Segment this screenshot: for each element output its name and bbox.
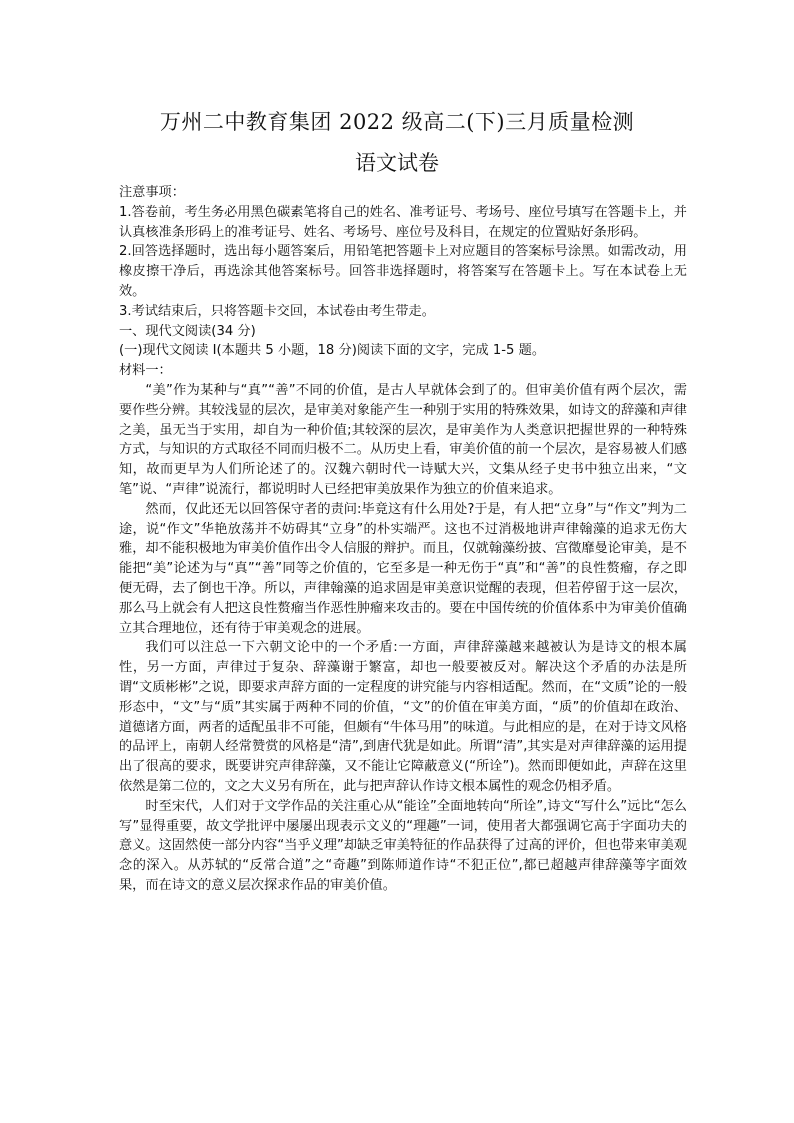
notice-item-2: 2.回答选择题时，选出每小题答案后，用铅笔把答题卡上对应题目的答案标号涂黑。如需改动，用橡皮擦干净后，再选涂其他答案标号。回答非选择题时，将答案写在答题卡上。写在本试卷上无效。	[119, 244, 687, 299]
section-subheading: (一)现代文阅读 I(本题共 5 小题，18 分)阅读下面的文字，完成 1-5 题。	[119, 343, 546, 359]
paragraph-2: 然而，仅此还无以回答保守者的责问:毕竟这有什么用处?于是，有人把“立身”与“作文”判为二途，说“作文”华艳放荡并不妨碍其“立身”的朴实端严。这也不过消极地讲声律翰藻的追求无伤大雅，却不能积极地为审美价值作出令人信服的辩护。而且，仅就翰藻纷披、宫徵靡曼论审美，是不能把“美”论述为与“真”“善”同等之价值的，它至多是一种无伤于“真”和“善”的良性赘瘤，存之即便无碍，去了倒也干净。所以，声律翰藻的追求固是审美意识觉醒的表现，但若停留于这一层次，那么马上就会有人把这良性赘瘤当作恶性肿瘤来攻击的。要在中国传统的价值体系中为审美价值确立其合理地位，还有待于审美观念的进展。	[119, 501, 687, 636]
notice-item-1: 1.答卷前，考生务必用黑色碳素笔将自己的姓名、准考证号、考场号、座位号填写在答题卡上，并认真核准条形码上的准考证号、姓名、考场号、座位号及科目，在规定的位置贴好条形码。	[119, 204, 687, 240]
notice-heading: 注意事项：	[119, 185, 185, 200]
material-label: 材料一：	[119, 363, 172, 379]
exam-content	[119, 183, 687, 896]
paragraph-4: 时至宋代，人们对于文学作品的关注重心从“能诠”全面地转向“所诠”,诗文“写什么”远比“怎么写”显得重要，故文学批评中屡屡出现表示文义的“理趣”一词，使用者大都强调它高于字面功夫的意义。这固然使一部分内容“当乎义理”却缺乏审美特征的作品获得了过高的评价，但也带来审美观念的深入。从苏轼的“反常合道”之“奇趣”到陈师道作诗“不犯正位”,都已超越声律辞藻等字面效果，而在诗文的意义层次探求作品的审美价值。	[119, 798, 687, 893]
paragraph-1: “美”作为某种与“真”“善”不同的价值，是古人早就体会到了的。但审美价值有两个层次，需要作些分辨。其较浅显的层次，是审美对象能产生一种别于实用的特殊效果，如诗文的辞藻和声律之美，虽无当于实用，却自为一种价值;其较深的层次，是审美作为人类意识把握世界的一种特殊方式，与知识的方式取径不同而归极不二。从历史上看，审美价值的前一个层次，是容易被人们感知，故而更早为人们所论述了的。汉魏六朝时代一诗赋大兴，文集从经子史书中独立出来，“文笔”说、“声律”说流行，都说明时人已经把审美放果作为独立的价值来追求。	[119, 382, 687, 497]
exam-subtitle: 语文试卷	[355, 151, 439, 175]
notice-item-3: 3.考试结束后，只将答题卡交回，本试卷由考生带走。	[119, 303, 435, 319]
section-heading: 一、现代文阅读(34 分)	[119, 323, 256, 339]
exam-title: 万州二中教育集团 2022 级高二(下)三月质量检测	[159, 110, 635, 134]
paragraph-3: 我们可以注总一下六朝文论中的一个矛盾:一方面，声律辞藻越来越被认为是诗文的根本属性，另一方面，声律过于复杂、辞藻谢于繁富，却也一般要被反对。解决这个矛盾的办法是所谓“文质彬彬”之说，即要求声辞方面的一定程度的讲究能与内容相适配。然而，在“文质”论的一般形态中，“文”与“质”其实属于两种不同的价值，“文”的价值在审美方面，“质”的价值却在政治、道德诸方面，两者的适配虽非不可能，但颇有“牛体马用”的味道。与此相应的是，在对于诗文风格的品评上，南朝人经常赞赏的风格是“清”,到唐代犹是如此。所谓“清”,其实是对声律辞藻的运用提出了很高的要求，既要讲究声律辞藻，又不能让它障蔽意义(“所诠”)。然而即便如此，声辞在这里依然是第二位的，文之大义另有所在，此与把声辞认作诗文根本属性的观念仍相矛盾。	[119, 640, 688, 794]
